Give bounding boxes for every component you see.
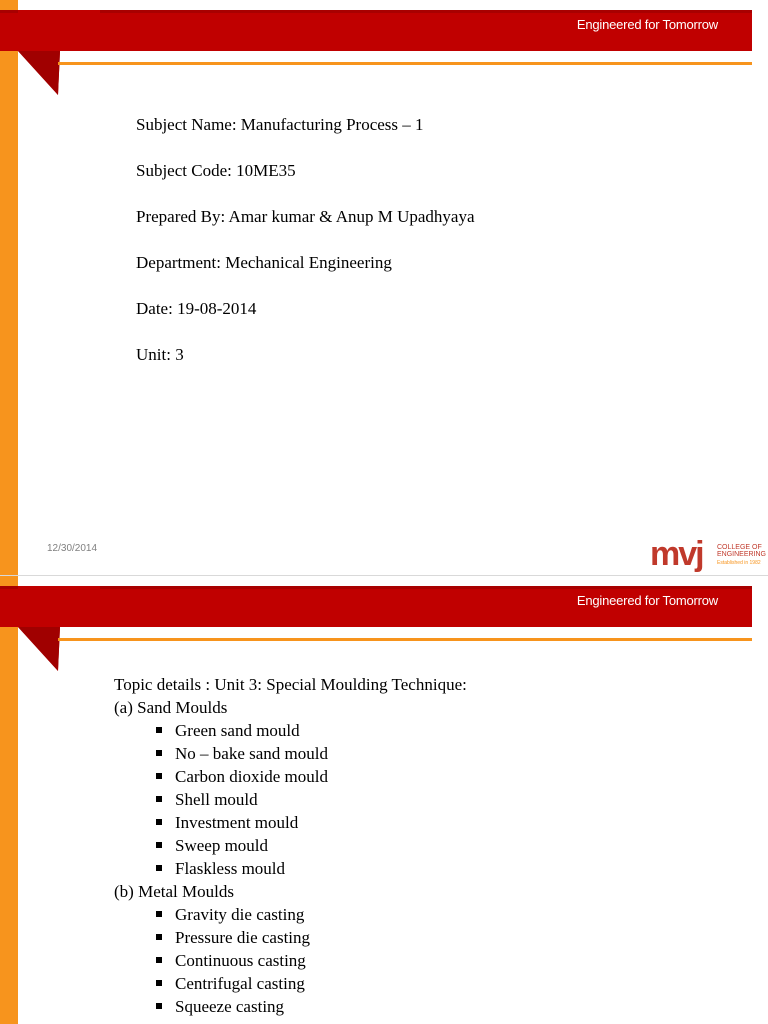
bullet-square-icon xyxy=(156,911,162,917)
list-item: Continuous casting xyxy=(156,951,306,971)
list-item: Shell mould xyxy=(156,790,258,810)
logo-college-text xyxy=(717,544,768,558)
topic-title: Topic details : Unit 3: Special Moulding Technique: xyxy=(114,675,467,694)
bullet-square-icon xyxy=(156,1003,162,1009)
slide-header-shadow xyxy=(0,10,752,13)
bullet-square-icon xyxy=(156,980,162,986)
list-item: Pressure die casting xyxy=(156,928,310,948)
list-item: Centrifugal casting xyxy=(156,974,305,994)
footer-date: 12/30/2014 xyxy=(47,543,98,554)
header-tagline: Engineered for Tomorrow xyxy=(576,17,718,32)
bullet-square-icon xyxy=(156,842,162,848)
header-orange-rule xyxy=(58,62,752,65)
bullet-square-icon xyxy=(156,934,162,940)
header-tagline: Engineered for Tomorrow xyxy=(576,593,718,608)
department: Department: Mechanical Engineering xyxy=(136,253,392,272)
topic-slide xyxy=(0,576,768,1024)
subject-code: Subject Code: 10ME35 xyxy=(136,161,296,180)
bullet-square-icon xyxy=(156,819,162,825)
list-item: Carbon dioxide mould xyxy=(156,767,328,787)
bullet-square-icon xyxy=(156,865,162,871)
slide-header-shadow xyxy=(0,586,752,589)
prepared-by: Prepared By: Amar kumar & Anup M Upadhyaya xyxy=(136,207,475,226)
unit: Unit: 3 xyxy=(136,345,184,364)
section-a-heading: (a) Sand Moulds xyxy=(114,698,228,717)
logo-mark: mvj xyxy=(650,535,703,573)
bullet-square-icon xyxy=(156,773,162,779)
list-item: Gravity die casting xyxy=(156,905,304,925)
logo-established: Established in 1982 xyxy=(717,560,761,566)
header-notch-shape xyxy=(0,576,110,676)
bullet-square-icon xyxy=(156,750,162,756)
subject-name: Subject Name: Manufacturing Process – 1 xyxy=(136,115,424,134)
logo-line-1: COLLEGE OF xyxy=(717,544,762,551)
list-item: Investment mould xyxy=(156,813,298,833)
college-logo xyxy=(650,534,768,575)
logo-line-2: ENGINEERING xyxy=(717,551,767,558)
bullet-square-icon xyxy=(156,727,162,733)
list-item: Flaskless mould xyxy=(156,859,285,879)
list-item: No – bake sand mould xyxy=(156,744,328,764)
header-orange-rule xyxy=(58,638,752,641)
header-notch-shape xyxy=(0,0,110,100)
section-b-heading: (b) Metal Moulds xyxy=(114,882,234,901)
bullet-square-icon xyxy=(156,796,162,802)
date: Date: 19-08-2014 xyxy=(136,299,257,318)
list-item: Sweep mould xyxy=(156,836,268,856)
bullet-square-icon xyxy=(156,957,162,963)
list-item: Green sand mould xyxy=(156,721,300,741)
list-item: Squeeze casting xyxy=(156,997,284,1017)
